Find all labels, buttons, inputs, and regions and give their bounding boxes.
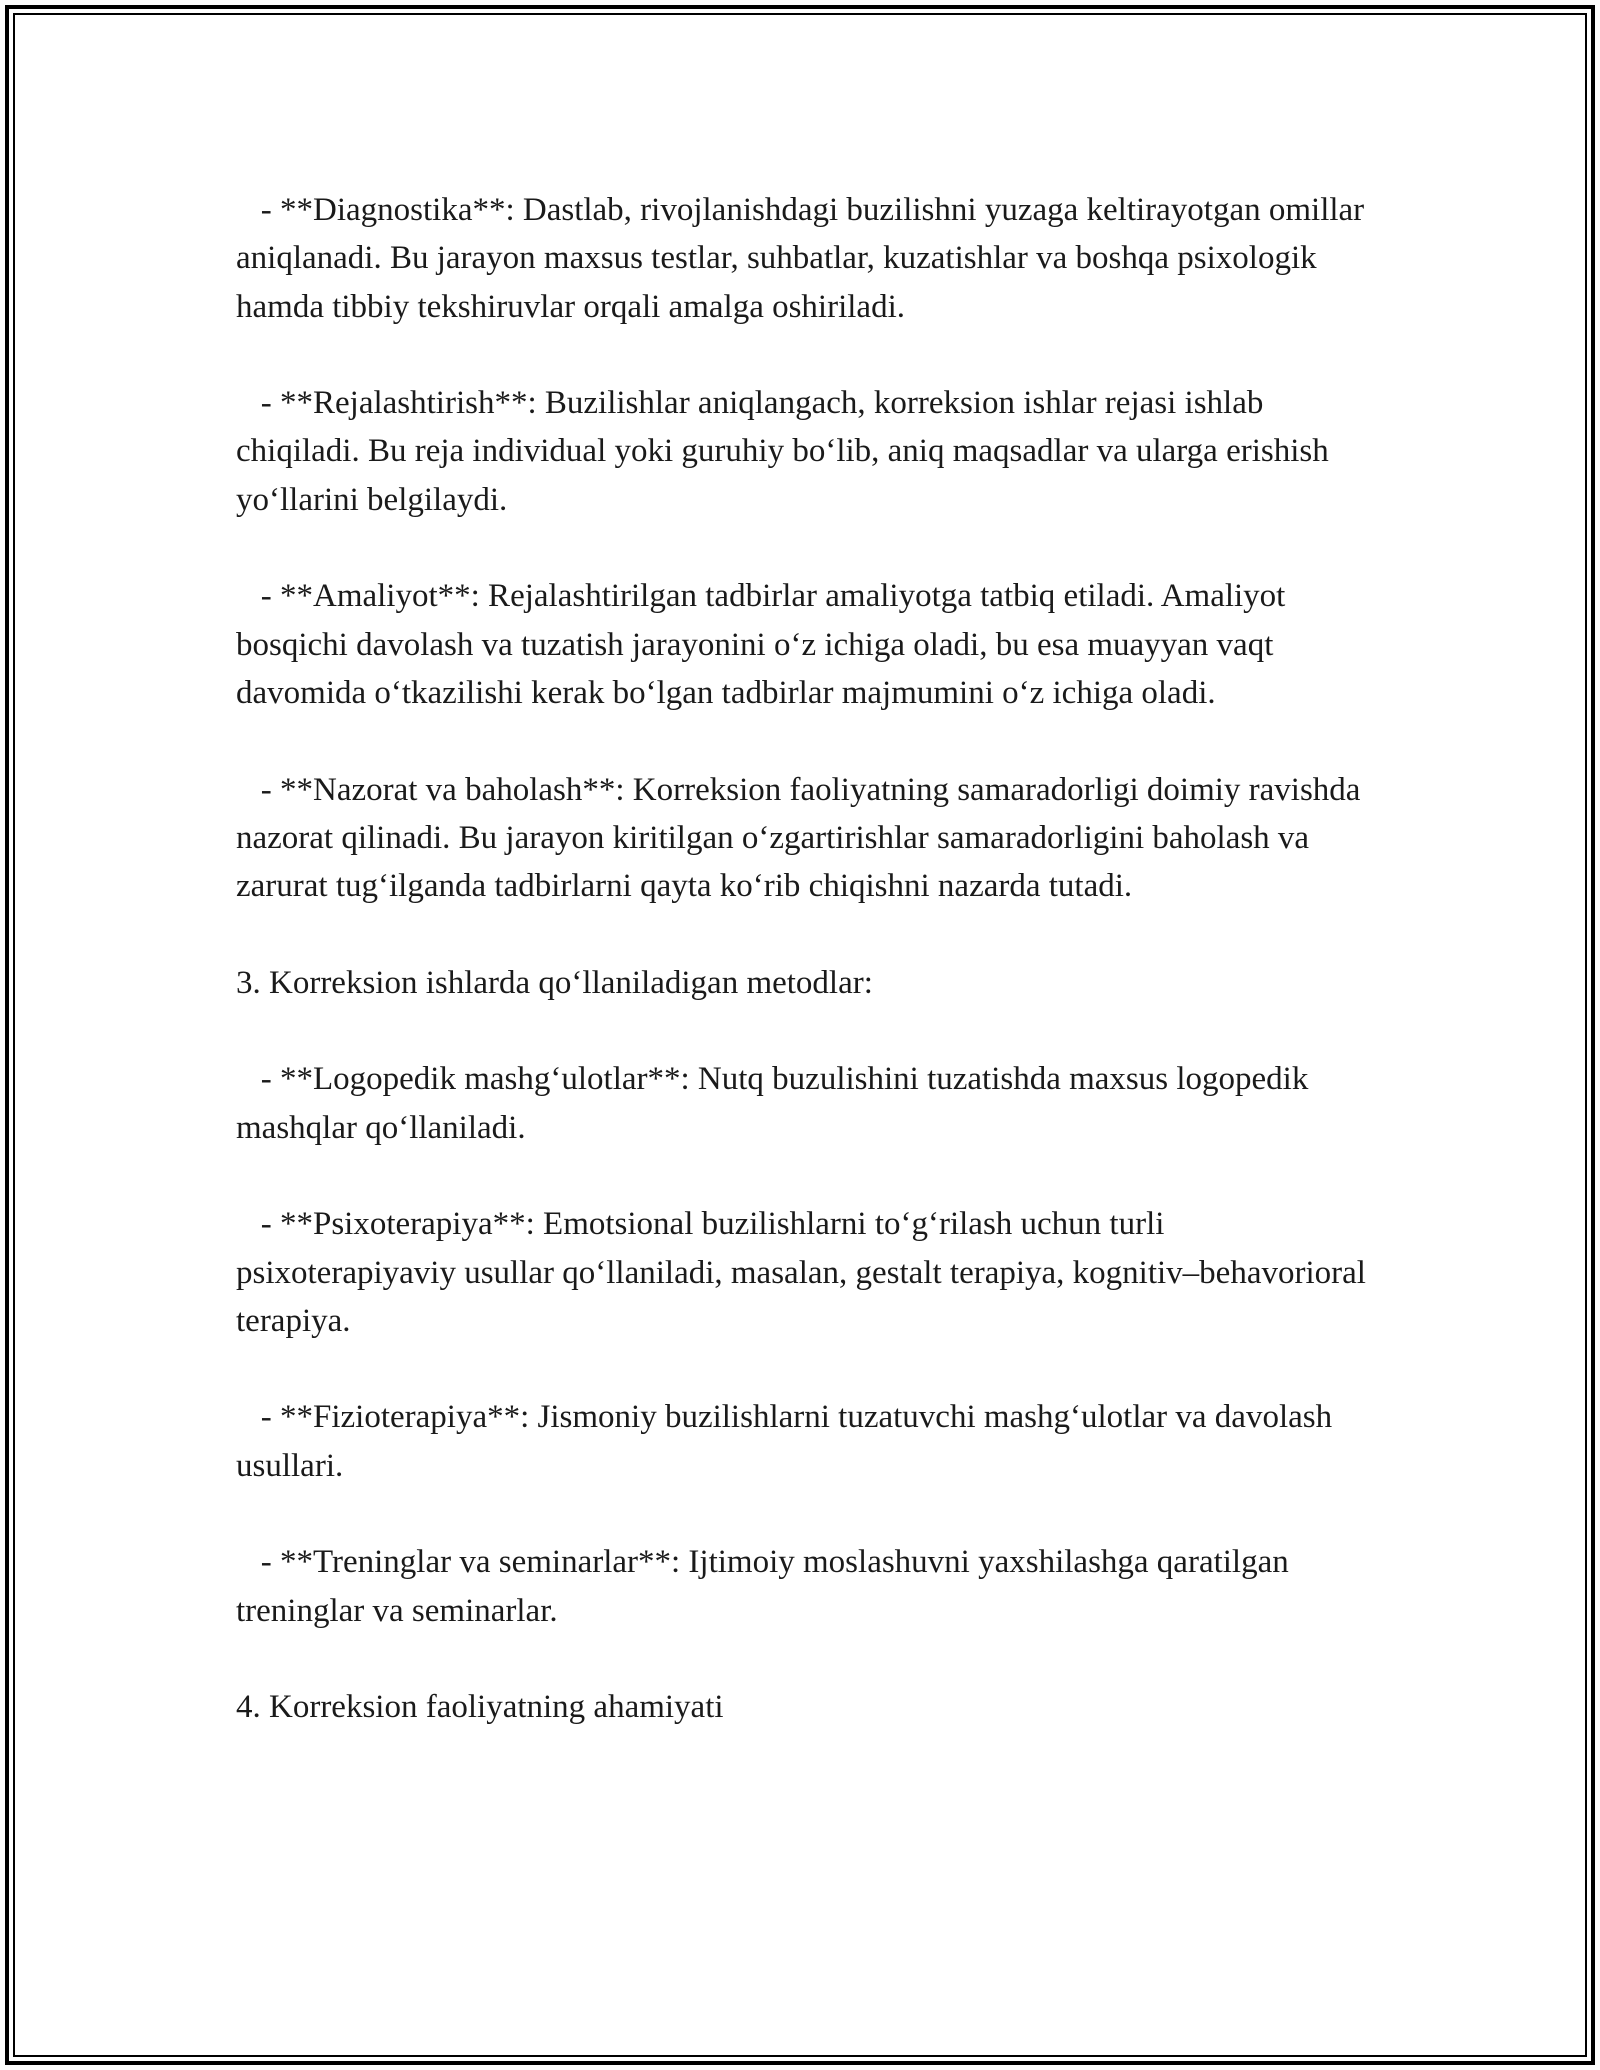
paragraph-diagnostika: - **Diagnostika**: Dastlab, rivojlanishdagi buzilishni yuzaga keltirayotgan omillar aniqlanadi. Bu jarayon maxsus testlar, suhbatlar, kuzatishlar va boshqa psixologik hamda tibbiy tekshiruvlar orqali amalga oshiriladi. xyxy=(236,192,1373,325)
paragraph-amaliyot: - **Amaliyot**: Rejalashtirilgan tadbirlar amaliyotga tatbiq etiladi. Amaliyot bosqichi davolash va tuzatish jarayonini o‘z ichiga oladi, bu esa muayyan vaqt davomida o‘tkazilishi kerak bo‘lgan tadbirlar majmumini o‘z ichiga oladi. xyxy=(236,578,1294,711)
paragraph-logopedik: - **Logopedik mashg‘ulotlar**: Nutq buzulishini tuzatishda maxsus logopedik mashqlar qo‘llaniladi. xyxy=(236,1061,1317,1146)
section-heading-methods: 3. Korreksion ishlarda qo‘llaniladigan metodlar: xyxy=(236,964,873,1001)
document-body xyxy=(236,186,1375,1732)
section-heading-importance: 4. Korreksion faoliyatning ahamiyati xyxy=(236,1689,724,1726)
paragraph-rejalashtirish: - **Rejalashtirish**: Buzilishlar aniqlangach, korreksion ishlar rejasi ishlab chiqiladi. Bu reja individual yoki guruhiy bo‘lib, aniq maqsadlar va ularga erishish yo‘llarini belgilaydi. xyxy=(236,385,1337,518)
paragraph-fizioterapiya: - **Fizioterapiya**: Jismoniy buzilishlarni tuzatuvchi mashg‘ulotlar va davolash usullari. xyxy=(236,1399,1341,1484)
paragraph-psixoterapiya: - **Psixoterapiya**: Emotsional buzilishlarni to‘g‘rilash uchun turli psixoterapiyaviy usullar qo‘llaniladi, masalan, gestalt terapiya, kognitiv–behavorioral terapiya. xyxy=(236,1206,1375,1339)
paragraph-treninglar: - **Treninglar va seminarlar**: Ijtimoiy moslashuvni yaxshilashga qaratilgan treninglar va seminarlar. xyxy=(236,1544,1297,1629)
paragraph-nazorat: - **Nazorat va baholash**: Korreksion faoliyatning samaradorligi doimiy ravishda nazorat qilinadi. Bu jarayon kiritilgan o‘zgartirishlar samaradorligini baholash va zarurat tug‘ilganda tadbirlarni qayta ko‘rib chiqishni nazarda tutadi. xyxy=(236,771,1369,905)
